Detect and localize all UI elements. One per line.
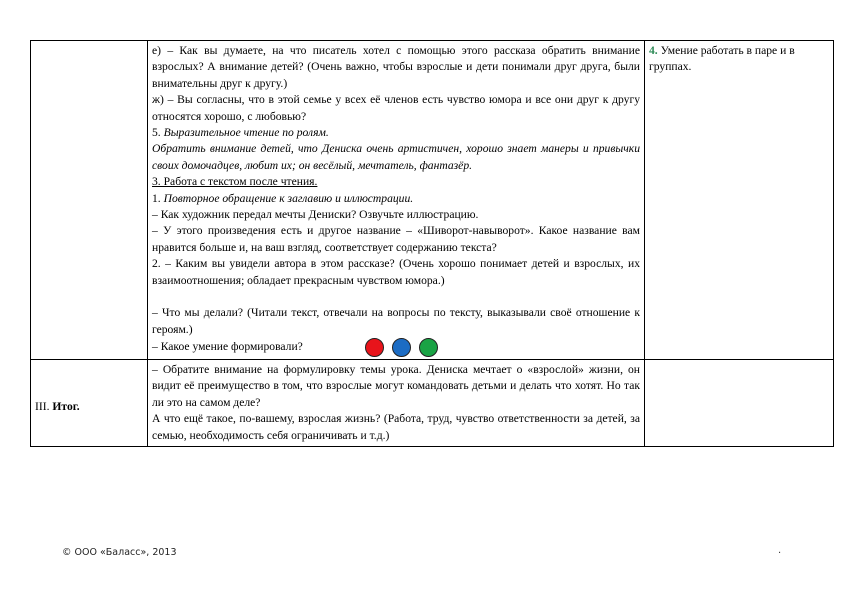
table-row: [31, 41, 834, 360]
question-author: 2. – Каким вы увидели автора в этом рассказе? (Очень хорошо понимает детей и взрослых, их взаимоотношения; обладает прекрасным чувством юмора.): [152, 257, 640, 287]
stage-number: III.: [35, 399, 50, 413]
stage-label: Итог.: [52, 399, 80, 413]
question-title: – У этого произведения есть и другое название – «Шиворот-навыворот». Какое название вам нравится больше и, на ваш взгляд, соответствует содержанию текста?: [152, 224, 640, 254]
lesson-table: [30, 40, 834, 447]
summary-skill-cell-empty: [645, 359, 834, 446]
question-skill: – Какое умение формировали?: [152, 340, 303, 354]
summary-text-2: А что ещё такое, по-вашему, взрослая жизнь? (Работа, труд, чувство ответственности за детей, за семью, необходимость себя ограничивать и т.д.): [152, 412, 640, 442]
skill-number: 4.: [649, 44, 658, 57]
table-row: [31, 359, 834, 446]
summary-cell: [148, 359, 645, 446]
question-what-did: – Что мы делали? (Читали текст, отвечали на вопросы по тексту, выказывали своё отношение к героям.): [152, 306, 640, 336]
green-dot: [419, 338, 438, 357]
skill-text: Умение работать в паре и в группах.: [649, 44, 795, 74]
question-e: е) – Как вы думаете, на что писатель хотел с помощью этого рассказа обратить внимание взрослых? А внимание детей? (Очень важно, чтобы взрослые и дети понимали друг друга, были внимательны друг к другу.): [152, 44, 640, 90]
footer-copyright: © ООО «Баласс», 2013: [62, 547, 177, 558]
red-dot: [365, 338, 384, 357]
question-zh: ж) – Вы согласны, что в этой семье у всех её членов есть чувство юмора и все они друг к другу относятся хорошо, с любовью?: [152, 93, 640, 123]
question-illustration: – Как художник передал мечты Дениски? Озвучьте иллюстрацию.: [152, 208, 479, 222]
post-reading-heading: 3. Работа с текстом после чтения.: [152, 175, 318, 189]
stage-cell: [31, 359, 148, 446]
title-review-heading: 1. Повторное обращение к заглавию и иллюстрации.: [152, 191, 414, 205]
skill-question-line: [152, 338, 640, 357]
stage-cell-empty: [31, 41, 148, 360]
blue-dot: [392, 338, 411, 357]
teacher-note: Обратить внимание детей, что Дениска очень артистичен, хорошо знает манеры и привычки своих домочадцев, любит их; он весёлый, мечтатель, фантазёр.: [152, 142, 640, 172]
traffic-dots: [365, 338, 438, 357]
footer-mark: .: [778, 545, 782, 556]
content-cell: [148, 41, 645, 360]
skill-cell: [645, 41, 834, 360]
summary-text-1: – Обратите внимание на формулировку темы урока. Дениска мечтает о «взрослой» жизни, он видит её преимущество в том, что взрослые могут командовать детьми и делать что хотят. Но так ли это на самом деле?: [152, 362, 640, 409]
reading-roles-heading: 5. Выразительное чтение по ролям.: [152, 126, 329, 140]
